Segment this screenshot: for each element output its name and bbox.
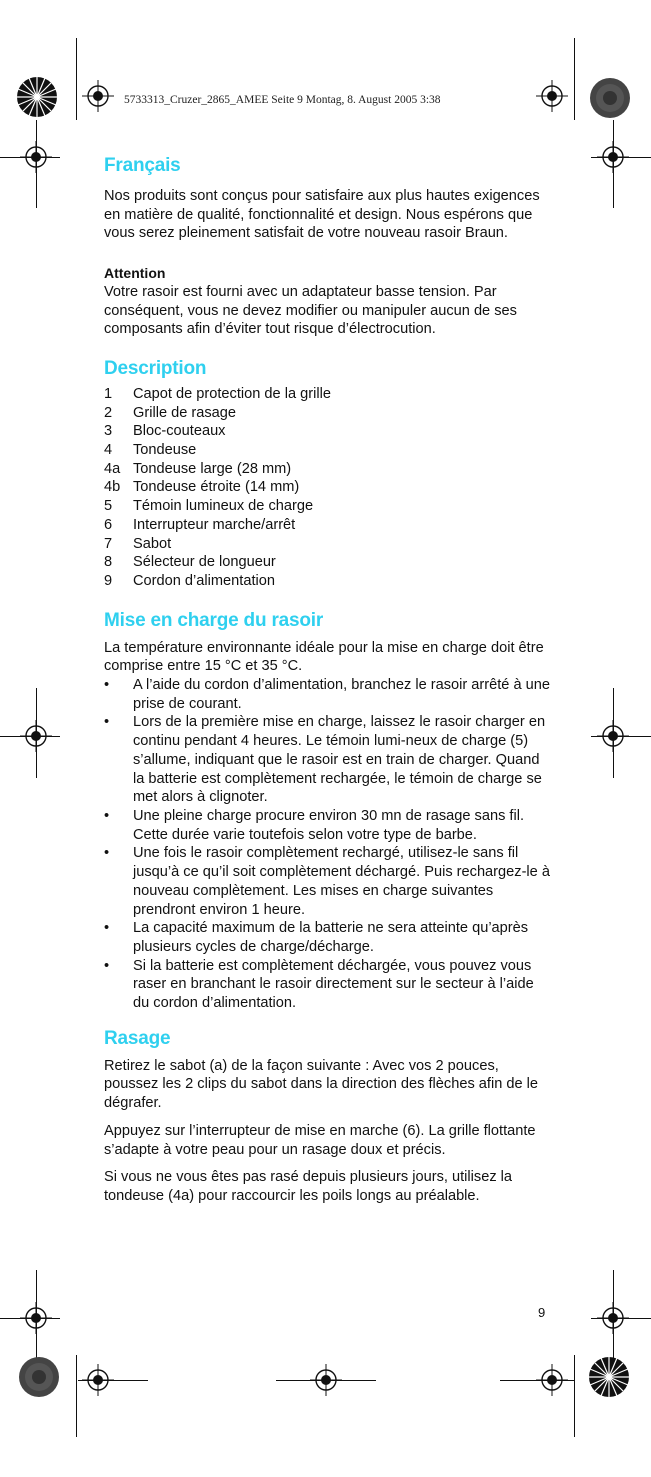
list-item (104, 422, 550, 441)
halftone-dot-icon (589, 77, 631, 119)
registration-target-icon (310, 1364, 342, 1396)
registration-target-icon (597, 720, 629, 752)
list-item (104, 478, 550, 497)
bullet-item: • Une pleine charge procure environ 30 mn de rasage sans fil. Cette durée varie toutefois selon votre type de barbe. (104, 807, 550, 844)
item-text: Témoin lumineux de charge (133, 498, 314, 515)
description-list (104, 385, 550, 591)
list-item (104, 385, 550, 404)
crop-line (76, 38, 77, 120)
halftone-dot-icon (18, 1356, 60, 1398)
bullet-item: • La capacité maximum de la batterie ne sera atteinte qu’après plusieurs cycles de charge/décharge. (104, 919, 550, 956)
starburst-mark-icon (16, 76, 58, 118)
item-number: 4a (104, 460, 121, 477)
charge-bullet-list (104, 676, 550, 1013)
charge-intro: La température environnante idéale pour la mise en charge doit être comprise entre 15 °C et 35 °C. (104, 639, 544, 675)
list-item (104, 535, 550, 554)
registration-target-icon (20, 720, 52, 752)
item-text: Tondeuse (133, 442, 197, 459)
list-item (104, 572, 550, 591)
item-text: Sabot (133, 535, 172, 552)
registration-target-icon (82, 1364, 114, 1396)
rasage-paragraph: Retirez le sabot (a) de la façon suivante : Avec vos 2 pouces, poussez les 2 clips du sabot dans la direction des flèches afin de le dégrafer. (104, 1057, 539, 1112)
list-item (104, 441, 550, 460)
page-number: 9 (538, 1305, 546, 1320)
list-item (104, 404, 550, 423)
section-title-francais: Français (104, 155, 181, 176)
section-title-rasage: Rasage (104, 1027, 171, 1049)
attention-paragraph: Votre rasoir est fourni avec un adaptateur basse tension. Par conséquent, vous ne devez modifier ou manipuler aucun de ses composants afin d’éviter tout risque d’électrocution. (104, 283, 517, 338)
page-content (104, 154, 550, 1206)
item-text: Grille de rasage (133, 404, 237, 421)
item-number: 3 (104, 423, 113, 440)
print-slug-header: 5733313_Cruzer_2865_AMEE Seite 9 Montag, 8. August 2005 3:38 (124, 94, 441, 106)
item-text: Interrupteur marche/arrêt (133, 516, 296, 533)
registration-target-icon (597, 1302, 629, 1334)
intro-paragraph: Nos produits sont conçus pour satisfaire aux plus hautes exigences en matière de qualité, fonctionnalité et design. Nous espérons que vous serez pleinement satisfait de votre nouveau rasoir Braun. (104, 188, 540, 242)
crop-line (574, 38, 575, 120)
item-number: 6 (104, 516, 113, 533)
bullet-item: • Si la batterie est complètement déchargée, vous pouvez vous raser en branchant le rasoir directement sur le secteur à l’aide du cordon d’alimentation. (104, 957, 550, 1013)
section-title-description: Description (104, 357, 207, 379)
item-number: 8 (104, 554, 113, 571)
item-number: 2 (104, 404, 113, 421)
item-text: Sélecteur de longueur (133, 554, 276, 571)
section-title-charge: Mise en charge du rasoir (104, 609, 324, 631)
bullet-item: • A l’aide du cordon d’alimentation, branchez le rasoir arrêté à une prise de courant. (104, 676, 550, 713)
item-number: 5 (104, 498, 113, 515)
list-item (104, 460, 550, 479)
registration-target-icon (536, 1364, 568, 1396)
starburst-mark-icon (588, 1356, 630, 1398)
rasage-paragraph: Si vous ne vous êtes pas rasé depuis plusieurs jours, utilisez la tondeuse (4a) pour raccourcir les poils longs au préalable. (104, 1169, 513, 1204)
item-text: Capot de protection de la grille (133, 385, 331, 402)
registration-target-icon (20, 1302, 52, 1334)
list-item (104, 516, 550, 535)
list-item (104, 497, 550, 516)
list-item (104, 553, 550, 572)
item-text: Tondeuse large (28 mm) (133, 460, 292, 477)
attention-heading: Attention (104, 265, 166, 282)
registration-target-icon (597, 141, 629, 173)
item-text: Bloc-couteaux (133, 423, 226, 440)
item-number: 9 (104, 572, 113, 589)
crop-line (574, 1355, 575, 1437)
bullet-item: • Lors de la première mise en charge, laissez le rasoir charger en continu pendant 4 heures. Le témoin lumi-neux de charge (5) s’allume, indiquant que le rasoir est en train de charger. Quand la batterie est complètement rechargée, le témoin de charge se met alors à clignoter. (104, 713, 550, 807)
registration-target-icon (82, 80, 114, 112)
item-text: Cordon d’alimentation (133, 572, 275, 589)
registration-target-icon (20, 141, 52, 173)
item-number: 4 (104, 442, 113, 459)
item-text: Tondeuse étroite (14 mm) (133, 479, 300, 496)
rasage-paragraph: Appuyez sur l’interrupteur de mise en marche (6). La grille flottante s’adapte à votre peau pour un rasage doux et précis. (104, 1122, 536, 1158)
crop-line (76, 1355, 77, 1437)
item-number: 4b (104, 479, 121, 496)
bullet-item: • Une fois le rasoir complètement rechargé, utilisez-le sans fil jusqu’à ce qu’il soit complètement déchargé. Puis rechargez-le à nouveau complètement. Les mises en charge suivantes prendront environ 1 heure. (104, 844, 550, 919)
item-number: 7 (104, 535, 113, 552)
item-number: 1 (104, 385, 113, 402)
